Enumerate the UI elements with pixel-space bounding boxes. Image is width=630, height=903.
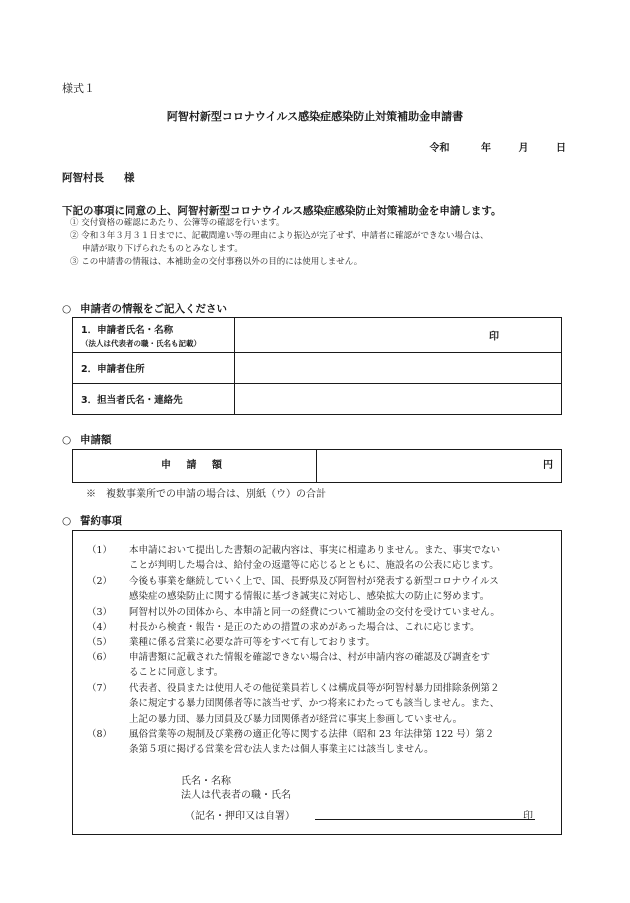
applicant-section-heading: ○ 申請者の情報をご記入ください xyxy=(62,303,227,315)
amount-section-heading: ○ 申請額 xyxy=(62,434,112,446)
amount-box xyxy=(72,449,562,483)
amount-unit: 円 xyxy=(543,460,553,471)
notes-list xyxy=(70,217,570,269)
date-line xyxy=(414,139,566,154)
signature-row xyxy=(185,807,533,822)
note-item-continued: 申請が取り下げられたものとみなします。 xyxy=(82,244,243,254)
pledge-item: （6） 申請書類に記載された情報を確認できない場合は、村が申請内容の確認及び調査をす ることに同意します。 xyxy=(87,652,491,679)
pledge-section-heading: ○ 誓約事項 xyxy=(62,515,122,527)
form-number: 様式１ xyxy=(62,82,95,95)
contact-person-field[interactable] xyxy=(235,384,562,415)
signature-block xyxy=(181,775,291,803)
pledge-item: （7） 代表者、役員または使用人その他従業員若しくは構成員等が阿智村暴力団排除条例第２ 条に規定する暴力団関係者等に該当せず、かつ将来にわたっても該当しません。また、 上記の暴力団、暴力団員及び暴力団関係者が経営に事実上参画していません。 xyxy=(87,683,500,725)
applicant-address-label: 2．申請者住所 xyxy=(73,353,235,384)
amount-note: ※ 複数事業所での申請の場合は、別紙（ウ）の合計 xyxy=(86,489,326,500)
table-row xyxy=(73,384,562,415)
signature-instruction: （記名・押印又は自署） xyxy=(185,811,295,822)
date-month: 月 xyxy=(518,143,529,154)
amount-field[interactable] xyxy=(317,450,561,482)
seal-mark: 印 xyxy=(489,331,499,343)
signature-seal-mark: 印 xyxy=(523,811,533,822)
table-row xyxy=(73,353,562,384)
addressee-name: 阿智村長 xyxy=(62,172,104,184)
addressee xyxy=(62,170,135,185)
amount-label: 申 請 額 xyxy=(73,450,317,482)
bullet-circle-icon: ○ xyxy=(62,434,72,446)
table-row xyxy=(73,318,562,353)
pledge-item: （2） 今後も事業を継続していく上で、国、長野県及び阿智村が発表する新型コロナウイルス 感染症の感染防止に関する情報に基づき誠実に対応し、感染拡大の防止に努めます。 xyxy=(87,576,499,603)
applicant-address-field[interactable] xyxy=(235,353,562,384)
bullet-circle-icon: ○ xyxy=(62,303,72,315)
note-item: ③ この申請書の情報は、本補助金の交付事務以外の目的には使用しません。 xyxy=(70,257,363,267)
applicant-name-label: 1．申請者氏名・名称 （法人は代表者の職・氏名も記載） xyxy=(73,318,235,353)
signature-name-label: 氏名・名称 xyxy=(181,776,231,787)
intro-statement: 下記の事項に同意の上、阿智村新型コロナウイルス感染症感染防止対策補助金を申請します。 xyxy=(62,205,502,217)
pledge-item: （3） 阿智村以外の団体から、本申請と同一の経費について補助金の交付を受けていません。 xyxy=(87,607,500,618)
applicant-name-sublabel: （法人は代表者の職・氏名も記載） xyxy=(81,338,201,348)
applicant-name-field[interactable] xyxy=(235,318,562,353)
contact-person-label: 3．担当者氏名・連絡先 xyxy=(73,384,235,415)
pledge-item: （4） 村長から検査・報告・是正のための措置の求めがあった場合は、これに応じます。 xyxy=(87,622,480,633)
bullet-circle-icon: ○ xyxy=(62,515,72,527)
signature-line[interactable] xyxy=(315,819,535,820)
pledge-item: （8） 風俗営業等の規制及び業務の適正化等に関する法律（昭和 23 年法律第 122 号）第２ 条第５項に掲げる営業を営む法人または個人事業主には該当しません。 xyxy=(87,729,495,756)
date-day: 日 xyxy=(556,143,566,154)
note-item: ② 令和３年３月３１日までに、記載間違い等の理由により振込が完了せず、申請者に確認ができない場合は、 xyxy=(70,231,489,241)
note-item: ① 交付資格の確認にあたり、公簿等の確認を行います。 xyxy=(70,218,285,228)
date-era: 令和 xyxy=(429,143,450,154)
date-year: 年 xyxy=(481,143,492,154)
pledge-item: （1） 本申請において提出した書類の記載内容は、事実に相違ありません。また、事実でない ことが判明した場合は、給付金の返還等に応じるとともに、施設名の公表に応じます。 xyxy=(87,545,501,572)
applicant-table xyxy=(72,317,562,415)
document-title: 阿智村新型コロナウイルス感染症感染防止対策補助金申請書 xyxy=(166,110,464,123)
pledge-item: （5） 業種に係る営業に必要な許可等をすべて有しております。 xyxy=(87,637,376,648)
addressee-suffix: 様 xyxy=(124,172,135,184)
pledge-box xyxy=(72,530,562,835)
signature-rep-label: 法人は代表者の職・氏名 xyxy=(181,790,291,801)
